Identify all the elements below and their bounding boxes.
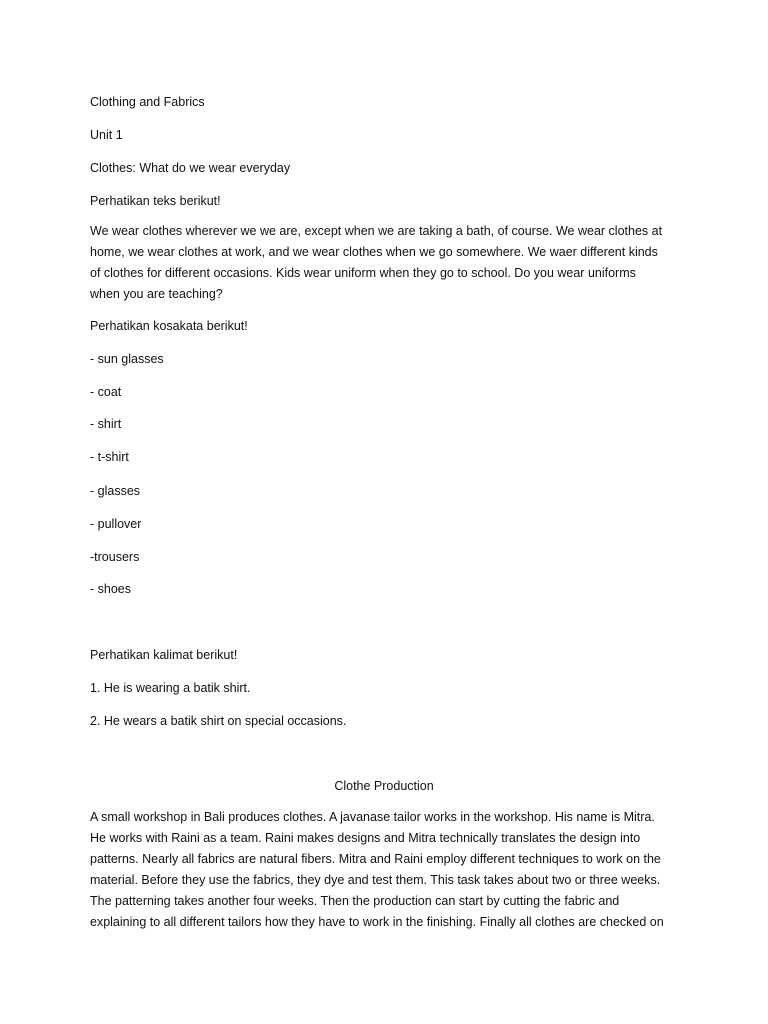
- section-title: Clothe Production: [334, 779, 434, 793]
- example-sentence: 2. He wears a batik shirt on special occasions.: [90, 714, 347, 728]
- paragraph-line: of clothes for different occasions. Kids wear uniform when they go to school. Do you wear uniforms: [90, 266, 636, 280]
- vocabulary-item: - pullover: [90, 517, 142, 531]
- vocabulary-item: - shirt: [90, 417, 122, 431]
- instruction-text: Perhatikan kosakata berikut!: [90, 319, 248, 333]
- vocabulary-item: - shoes: [90, 582, 131, 596]
- production-paragraph: [90, 807, 690, 933]
- paragraph-line: home, we wear clothes at work, and we wear clothes when we go somewhere. We waer different kinds: [90, 245, 658, 259]
- paragraph-line: He works with Raini as a team. Raini makes designs and Mitra technically translates the design into: [90, 831, 641, 845]
- unit-label: Unit 1: [90, 128, 123, 142]
- paragraph-line: The patterning takes another four weeks. Then the production can start by cutting the fabric and: [90, 894, 620, 908]
- paragraph-line: when you are teaching?: [90, 287, 223, 301]
- vocabulary-item: -trousers: [90, 550, 140, 564]
- example-sentence: 1. He is wearing a batik shirt.: [90, 681, 251, 695]
- paragraph-line: explaining to all different tailors how they have to work in the finishing. Finally all clothes are checked on: [90, 915, 664, 929]
- vocabulary-item: - sun glasses: [90, 352, 164, 366]
- paragraph-line: patterns. Nearly all fabrics are natural fibers. Mitra and Raini employ different techniques to work on the: [90, 852, 661, 866]
- document-title: Clothing and Fabrics: [90, 95, 205, 109]
- paragraph-line: material. Before they use the fabrics, they dye and test them. This task takes about two or three weeks.: [90, 873, 661, 887]
- vocabulary-item: - coat: [90, 385, 122, 399]
- instruction-text: Perhatikan teks berikut!: [90, 194, 221, 208]
- paragraph-line: We wear clothes wherever we we are, except when we are taking a bath, of course. We wear clothes at: [90, 224, 663, 238]
- paragraph-line: A small workshop in Bali produces clothes. A javanase tailor works in the workshop. His name is Mitra.: [90, 810, 655, 824]
- vocabulary-item: - glasses: [90, 484, 141, 498]
- vocabulary-item: - t-shirt: [90, 450, 129, 464]
- intro-paragraph: [90, 221, 690, 305]
- lesson-title: Clothes: What do we wear everyday: [90, 161, 291, 175]
- instruction-text: Perhatikan kalimat berikut!: [90, 648, 238, 662]
